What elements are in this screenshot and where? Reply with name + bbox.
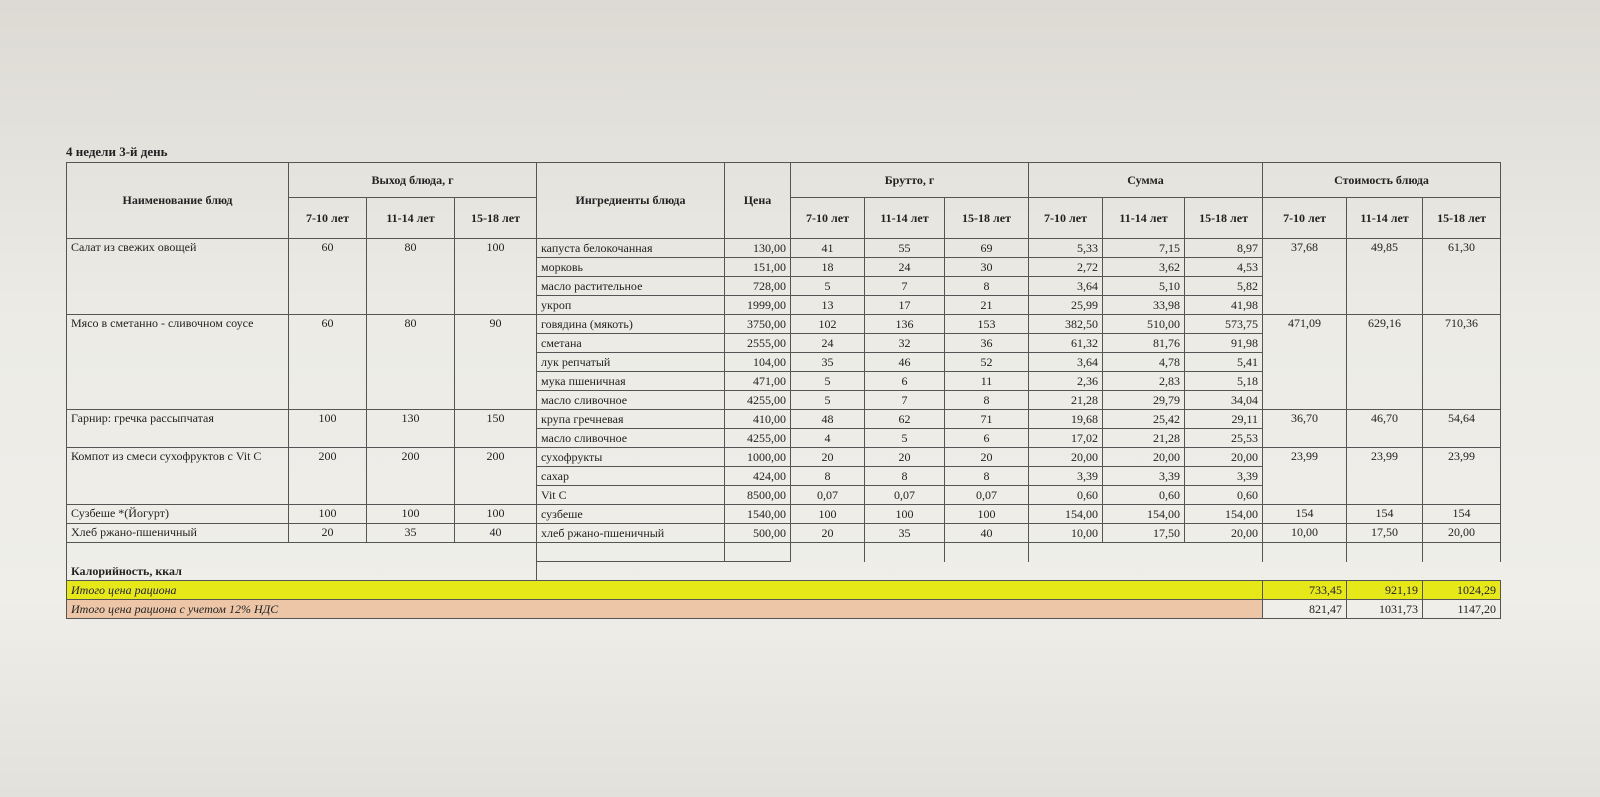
ingredient-brutto: 7 xyxy=(865,277,945,296)
ingredient-sum: 25,53 xyxy=(1185,429,1263,448)
ingredient-brutto: 153 xyxy=(945,315,1029,334)
total-vat-value: 1031,73 xyxy=(1347,600,1423,619)
table-row xyxy=(67,315,1501,334)
ingredient-sum: 61,32 xyxy=(1029,334,1103,353)
dish-cost: 61,30 xyxy=(1423,239,1501,315)
ingredient-brutto: 20 xyxy=(791,524,865,543)
ingredient-sum: 382,50 xyxy=(1029,315,1103,334)
header-age: 11-14 лет xyxy=(367,198,455,239)
calories-row xyxy=(67,562,1501,581)
ingredient-brutto: 8 xyxy=(945,277,1029,296)
header-age: 11-14 лет xyxy=(1347,198,1423,239)
ingredient-brutto: 5 xyxy=(791,372,865,391)
ingredient-name: говядина (мякоть) xyxy=(537,315,725,334)
ingredient-sum: 2,83 xyxy=(1103,372,1185,391)
header-age: 15-18 лет xyxy=(1423,198,1501,239)
dish-output: 80 xyxy=(367,239,455,315)
dish-output: 100 xyxy=(289,410,367,448)
ingredient-sum: 21,28 xyxy=(1103,429,1185,448)
ingredient-sum: 19,68 xyxy=(1029,410,1103,429)
ingredient-sum: 29,11 xyxy=(1185,410,1263,429)
ingredient-name: сахар xyxy=(537,467,725,486)
total-vat-value: 821,47 xyxy=(1263,600,1347,619)
ingredient-brutto: 7 xyxy=(865,391,945,410)
dish-cost: 46,70 xyxy=(1347,410,1423,448)
ingredient-price: 410,00 xyxy=(725,410,791,429)
dish-name: Сузбеше *(Йогурт) xyxy=(67,505,289,524)
dish-cost: 10,00 xyxy=(1263,524,1347,543)
ingredient-brutto: 20 xyxy=(791,448,865,467)
dish-output: 100 xyxy=(455,239,537,315)
header-age: 15-18 лет xyxy=(945,198,1029,239)
ingredient-price: 151,00 xyxy=(725,258,791,277)
dish-output: 20 xyxy=(289,524,367,543)
ingredient-sum: 154,00 xyxy=(1103,505,1185,524)
ingredient-sum: 3,39 xyxy=(1185,467,1263,486)
ingredient-brutto: 6 xyxy=(945,429,1029,448)
ingredient-sum: 0,60 xyxy=(1185,486,1263,505)
menu-table-body xyxy=(67,239,1501,543)
table-row xyxy=(67,524,1501,543)
ingredient-brutto: 35 xyxy=(791,353,865,372)
ingredient-brutto: 24 xyxy=(791,334,865,353)
ingredient-sum: 154,00 xyxy=(1029,505,1103,524)
dish-cost: 154 xyxy=(1423,505,1501,524)
dish-output: 200 xyxy=(289,448,367,505)
dish-name: Хлеб ржано-пшеничный xyxy=(67,524,289,543)
dish-output: 200 xyxy=(367,448,455,505)
dish-cost: 20,00 xyxy=(1423,524,1501,543)
table-row xyxy=(67,239,1501,258)
ingredient-name: Vit C xyxy=(537,486,725,505)
dish-name: Салат из свежих овощей xyxy=(67,239,289,315)
ingredient-sum: 5,10 xyxy=(1103,277,1185,296)
ingredient-sum: 4,78 xyxy=(1103,353,1185,372)
ingredient-sum: 20,00 xyxy=(1185,448,1263,467)
ingredient-brutto: 100 xyxy=(791,505,865,524)
dish-name: Мясо в сметанно - сливочном соусе xyxy=(67,315,289,410)
ingredient-sum: 81,76 xyxy=(1103,334,1185,353)
ingredient-price: 1999,00 xyxy=(725,296,791,315)
ingredient-price: 1000,00 xyxy=(725,448,791,467)
dish-cost: 23,99 xyxy=(1423,448,1501,505)
dish-name: Гарнир: гречка рассыпчатая xyxy=(67,410,289,448)
ingredient-brutto: 5 xyxy=(791,391,865,410)
ingredient-brutto: 40 xyxy=(945,524,1029,543)
ingredient-sum: 7,15 xyxy=(1103,239,1185,258)
ingredient-brutto: 100 xyxy=(865,505,945,524)
ingredient-name: морковь xyxy=(537,258,725,277)
dish-cost: 17,50 xyxy=(1347,524,1423,543)
dish-cost: 471,09 xyxy=(1263,315,1347,410)
ingredient-price: 4255,00 xyxy=(725,391,791,410)
ingredient-sum: 33,98 xyxy=(1103,296,1185,315)
ingredient-brutto: 0,07 xyxy=(945,486,1029,505)
ingredient-sum: 3,64 xyxy=(1029,277,1103,296)
spacer-row xyxy=(67,543,1501,562)
ingredient-sum: 573,75 xyxy=(1185,315,1263,334)
ingredient-brutto: 5 xyxy=(791,277,865,296)
header-dish-name: Наименование блюд xyxy=(67,163,289,239)
dish-output: 100 xyxy=(367,505,455,524)
sheet-title: 4 недели 3-й день xyxy=(66,144,168,159)
dish-cost: 49,85 xyxy=(1347,239,1423,315)
dish-cost: 37,68 xyxy=(1263,239,1347,315)
ingredient-sum: 3,39 xyxy=(1103,467,1185,486)
calories-label: Калорийность, ккал xyxy=(67,562,537,581)
ingredient-brutto: 8 xyxy=(865,467,945,486)
total-vat-value: 1147,20 xyxy=(1423,600,1501,619)
ingredient-brutto: 46 xyxy=(865,353,945,372)
ingredient-brutto: 32 xyxy=(865,334,945,353)
dish-output: 100 xyxy=(289,505,367,524)
dish-name: Компот из смеси сухофруктов с Vit C xyxy=(67,448,289,505)
ingredient-brutto: 52 xyxy=(945,353,1029,372)
ingredient-price: 3750,00 xyxy=(725,315,791,334)
dish-output: 40 xyxy=(455,524,537,543)
menu-table xyxy=(66,162,1501,619)
ingredient-sum: 25,99 xyxy=(1029,296,1103,315)
dish-cost: 629,16 xyxy=(1347,315,1423,410)
dish-output: 60 xyxy=(289,315,367,410)
ingredient-price: 2555,00 xyxy=(725,334,791,353)
ingredient-sum: 41,98 xyxy=(1185,296,1263,315)
dish-cost: 710,36 xyxy=(1423,315,1501,410)
ingredient-sum: 2,72 xyxy=(1029,258,1103,277)
dish-cost: 36,70 xyxy=(1263,410,1347,448)
dish-output: 100 xyxy=(455,505,537,524)
total-vat-row xyxy=(67,600,1501,619)
ingredient-sum: 0,60 xyxy=(1029,486,1103,505)
dish-output: 35 xyxy=(367,524,455,543)
total-value: 1024,29 xyxy=(1423,581,1501,600)
ingredient-name: хлеб ржано-пшеничный xyxy=(537,524,725,543)
ingredient-brutto: 100 xyxy=(945,505,1029,524)
ingredient-sum: 17,50 xyxy=(1103,524,1185,543)
ingredient-brutto: 41 xyxy=(791,239,865,258)
ingredient-brutto: 35 xyxy=(865,524,945,543)
ingredient-sum: 20,00 xyxy=(1029,448,1103,467)
ingredient-brutto: 8 xyxy=(945,391,1029,410)
ingredient-brutto: 20 xyxy=(945,448,1029,467)
total-vat-label: Итого цена рациона с учетом 12% НДС xyxy=(67,600,1263,619)
table-row xyxy=(67,410,1501,429)
ingredient-brutto: 5 xyxy=(865,429,945,448)
ingredient-sum: 3,64 xyxy=(1029,353,1103,372)
ingredient-sum: 0,60 xyxy=(1103,486,1185,505)
ingredient-name: лук репчатый xyxy=(537,353,725,372)
ingredient-price: 8500,00 xyxy=(725,486,791,505)
dish-output: 80 xyxy=(367,315,455,410)
ingredient-name: масло сливочное xyxy=(537,391,725,410)
header-age: 7-10 лет xyxy=(791,198,865,239)
dish-cost: 23,99 xyxy=(1347,448,1423,505)
ingredient-brutto: 30 xyxy=(945,258,1029,277)
ingredient-brutto: 8 xyxy=(945,467,1029,486)
ingredient-price: 471,00 xyxy=(725,372,791,391)
ingredient-brutto: 8 xyxy=(791,467,865,486)
dish-output: 130 xyxy=(367,410,455,448)
dish-output: 150 xyxy=(455,410,537,448)
header-dish-cost: Стоимость блюда xyxy=(1263,163,1501,198)
ingredient-name: масло сливочное xyxy=(537,429,725,448)
ingredient-brutto: 0,07 xyxy=(791,486,865,505)
header-sum: Сумма xyxy=(1029,163,1263,198)
ingredient-name: капуста белокочанная xyxy=(537,239,725,258)
ingredient-sum: 4,53 xyxy=(1185,258,1263,277)
header-age: 11-14 лет xyxy=(865,198,945,239)
ingredient-sum: 3,39 xyxy=(1029,467,1103,486)
ingredient-brutto: 136 xyxy=(865,315,945,334)
total-label: Итого цена рациона xyxy=(67,581,1263,600)
ingredient-brutto: 62 xyxy=(865,410,945,429)
ingredient-brutto: 13 xyxy=(791,296,865,315)
ingredient-brutto: 4 xyxy=(791,429,865,448)
ingredient-brutto: 55 xyxy=(865,239,945,258)
dish-cost: 154 xyxy=(1263,505,1347,524)
ingredient-sum: 2,36 xyxy=(1029,372,1103,391)
ingredient-sum: 29,79 xyxy=(1103,391,1185,410)
ingredient-name: мука пшеничная xyxy=(537,372,725,391)
header-output: Выход блюда, г xyxy=(289,163,537,198)
ingredient-price: 4255,00 xyxy=(725,429,791,448)
ingredient-price: 424,00 xyxy=(725,467,791,486)
ingredient-name: крупа гречневая xyxy=(537,410,725,429)
ingredient-sum: 21,28 xyxy=(1029,391,1103,410)
ingredient-brutto: 36 xyxy=(945,334,1029,353)
dish-cost: 154 xyxy=(1347,505,1423,524)
ingredient-sum: 5,82 xyxy=(1185,277,1263,296)
ingredient-price: 728,00 xyxy=(725,277,791,296)
ingredient-brutto: 20 xyxy=(865,448,945,467)
header-age: 11-14 лет xyxy=(1103,198,1185,239)
ingredient-sum: 34,04 xyxy=(1185,391,1263,410)
header-age: 7-10 лет xyxy=(289,198,367,239)
table-row xyxy=(67,448,1501,467)
dish-cost: 54,64 xyxy=(1423,410,1501,448)
ingredient-name: сметана xyxy=(537,334,725,353)
total-row xyxy=(67,581,1501,600)
ingredient-brutto: 48 xyxy=(791,410,865,429)
ingredient-sum: 8,97 xyxy=(1185,239,1263,258)
header-ingredients: Ингредиенты блюда xyxy=(537,163,725,239)
ingredient-sum: 5,18 xyxy=(1185,372,1263,391)
header-age: 7-10 лет xyxy=(1029,198,1103,239)
total-value: 733,45 xyxy=(1263,581,1347,600)
ingredient-name: укроп xyxy=(537,296,725,315)
ingredient-sum: 5,41 xyxy=(1185,353,1263,372)
ingredient-name: масло растительное xyxy=(537,277,725,296)
ingredient-brutto: 24 xyxy=(865,258,945,277)
ingredient-price: 500,00 xyxy=(725,524,791,543)
ingredient-sum: 10,00 xyxy=(1029,524,1103,543)
ingredient-sum: 20,00 xyxy=(1185,524,1263,543)
header-price: Цена xyxy=(725,163,791,239)
ingredient-price: 130,00 xyxy=(725,239,791,258)
dish-output: 60 xyxy=(289,239,367,315)
ingredient-sum: 5,33 xyxy=(1029,239,1103,258)
ingredient-brutto: 71 xyxy=(945,410,1029,429)
ingredient-sum: 3,62 xyxy=(1103,258,1185,277)
header-age: 15-18 лет xyxy=(1185,198,1263,239)
ingredient-brutto: 69 xyxy=(945,239,1029,258)
ingredient-sum: 91,98 xyxy=(1185,334,1263,353)
ingredient-brutto: 102 xyxy=(791,315,865,334)
ingredient-price: 104,00 xyxy=(725,353,791,372)
ingredient-sum: 20,00 xyxy=(1103,448,1185,467)
dish-output: 200 xyxy=(455,448,537,505)
table-row xyxy=(67,505,1501,524)
ingredient-sum: 154,00 xyxy=(1185,505,1263,524)
header-brutto: Брутто, г xyxy=(791,163,1029,198)
ingredient-price: 1540,00 xyxy=(725,505,791,524)
ingredient-brutto: 11 xyxy=(945,372,1029,391)
ingredient-brutto: 21 xyxy=(945,296,1029,315)
ingredient-name: сузбеше xyxy=(537,505,725,524)
ingredient-sum: 25,42 xyxy=(1103,410,1185,429)
ingredient-name: сухофрукты xyxy=(537,448,725,467)
total-value: 921,19 xyxy=(1347,581,1423,600)
dish-output: 90 xyxy=(455,315,537,410)
dish-cost: 23,99 xyxy=(1263,448,1347,505)
header-age: 7-10 лет xyxy=(1263,198,1347,239)
ingredient-brutto: 0,07 xyxy=(865,486,945,505)
ingredient-sum: 17,02 xyxy=(1029,429,1103,448)
header-age: 15-18 лет xyxy=(455,198,537,239)
ingredient-brutto: 6 xyxy=(865,372,945,391)
ingredient-sum: 510,00 xyxy=(1103,315,1185,334)
ingredient-brutto: 17 xyxy=(865,296,945,315)
ingredient-brutto: 18 xyxy=(791,258,865,277)
